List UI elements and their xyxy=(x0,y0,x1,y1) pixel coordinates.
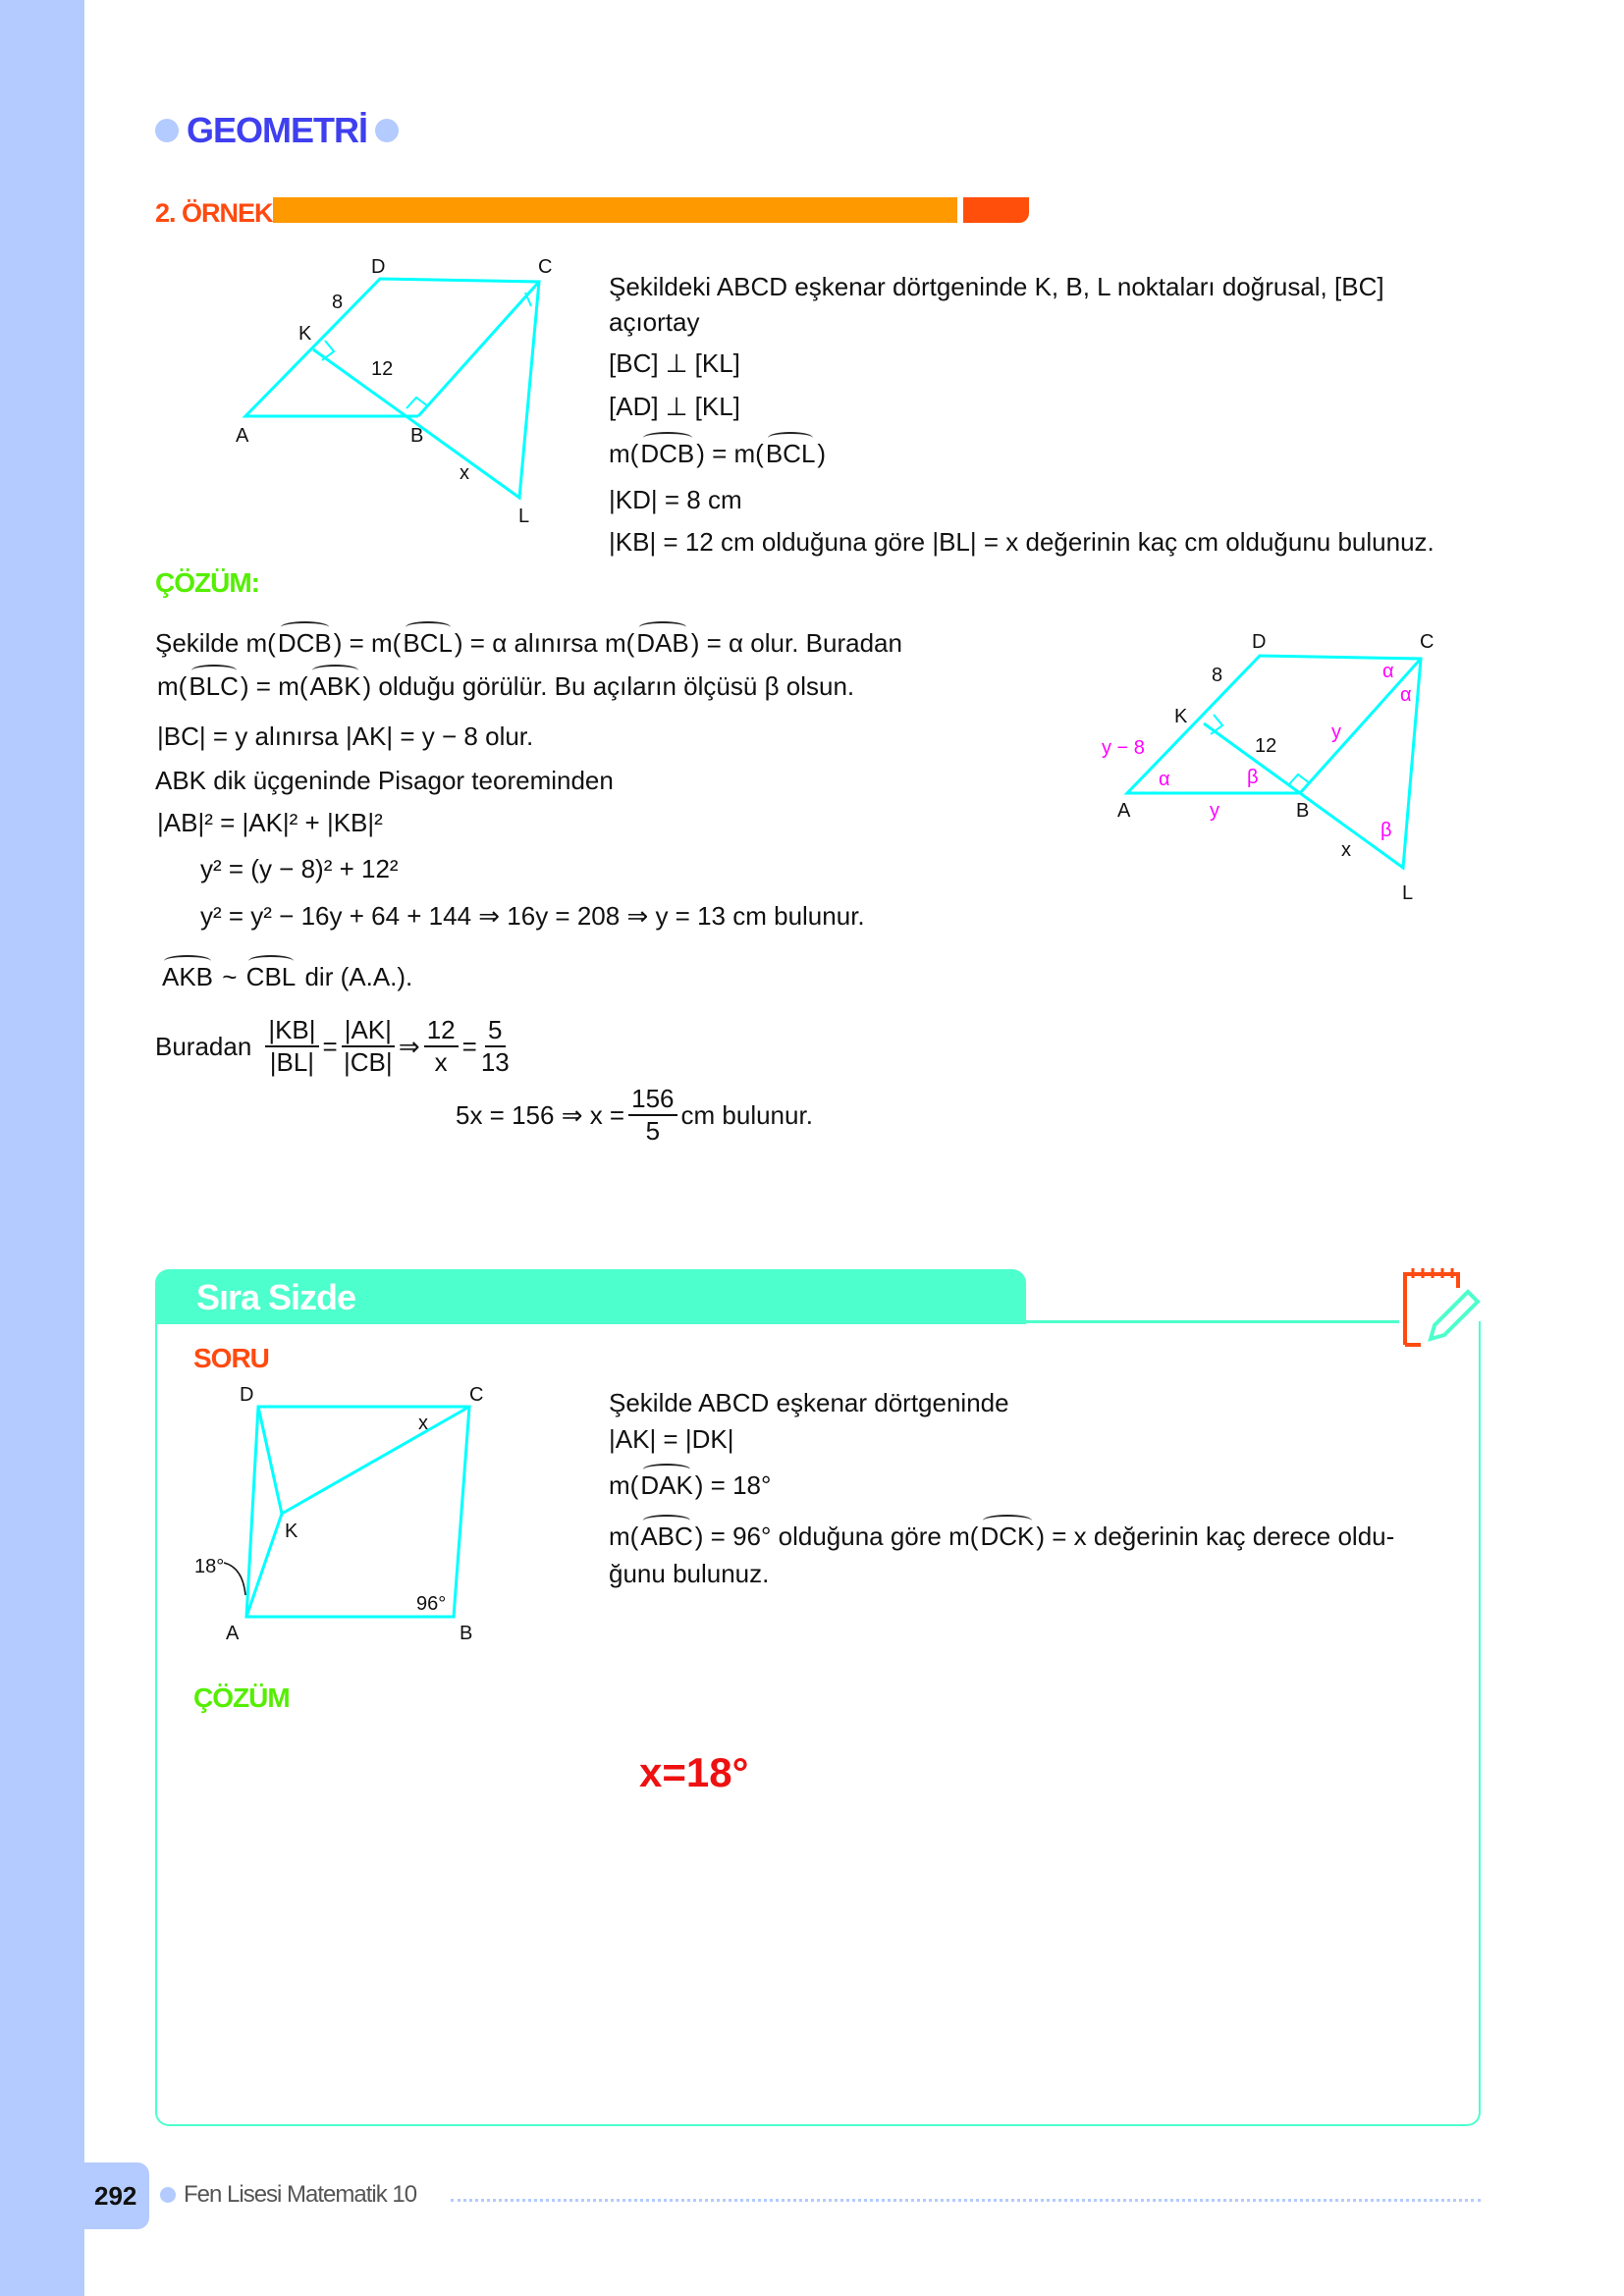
question-line: |AK| = |DK| xyxy=(609,1424,734,1454)
practice-box xyxy=(155,1321,1481,2126)
angle-beta-b: β xyxy=(1247,767,1259,788)
solution-line xyxy=(155,628,902,659)
label-k: K xyxy=(1174,706,1188,727)
text: m( xyxy=(609,1522,639,1551)
solution-line: y² = (y − 8)² + 12² xyxy=(200,854,399,883)
text: ) = m( xyxy=(240,671,308,701)
label-a: A xyxy=(236,425,249,447)
numerator: 12 xyxy=(424,1015,459,1047)
footer-book xyxy=(160,2181,416,2209)
solution-line: |BC| = y alınırsa |AK| = y − 8 olur. xyxy=(157,721,534,751)
numerator: 5 xyxy=(485,1015,505,1047)
fraction xyxy=(265,1015,318,1078)
solution-line xyxy=(160,962,412,992)
text: ) = α alınırsa m( xyxy=(454,628,635,658)
label-c: C xyxy=(1420,631,1435,653)
angle: DCB xyxy=(640,439,695,468)
length-bl: x xyxy=(460,462,469,484)
question-line xyxy=(609,1522,1394,1552)
solution-line xyxy=(157,671,854,702)
text: ) = x değerinin kaç derece oldu- xyxy=(1036,1522,1395,1551)
fraction xyxy=(342,1015,395,1078)
triangle: AKB xyxy=(162,962,214,991)
question-line xyxy=(609,1470,771,1501)
statement-line: |KD| = 8 cm xyxy=(609,485,742,514)
bullet-icon xyxy=(160,2187,176,2203)
length-kb: 12 xyxy=(1255,735,1277,757)
question-label: SORU xyxy=(193,1343,269,1373)
angle: DAB xyxy=(636,628,689,658)
angle-b: 96° xyxy=(416,1593,447,1615)
text: ) = m( xyxy=(696,439,764,468)
numerator: |KB| xyxy=(265,1015,318,1047)
fraction xyxy=(424,1015,459,1078)
label-b: B xyxy=(1296,800,1310,822)
length-kd: 8 xyxy=(332,292,344,313)
angle: BLC xyxy=(189,671,239,701)
fraction xyxy=(481,1015,510,1078)
text: m( xyxy=(609,1470,639,1500)
solution-figure xyxy=(1127,656,1421,868)
numerator: |AK| xyxy=(342,1015,395,1047)
solution-line xyxy=(155,1015,514,1078)
label-d: D xyxy=(240,1384,254,1406)
text: Buradan xyxy=(155,1031,252,1061)
practice-tab: Sıra Sizde xyxy=(155,1269,1026,1324)
text: m( xyxy=(157,671,188,701)
label-a: A xyxy=(1117,800,1131,822)
text: ~ xyxy=(215,962,244,991)
text: ) olduğu görülür. Bu açıların ölçüsü β olsun. xyxy=(362,671,855,701)
angle: DAK xyxy=(640,1470,693,1500)
angle: DCK xyxy=(980,1522,1035,1551)
label-l: L xyxy=(1402,882,1414,904)
text: = xyxy=(322,1031,338,1061)
label-a: A xyxy=(226,1623,240,1644)
notepad-pencil-icon xyxy=(1399,1266,1482,1349)
label-c: C xyxy=(538,256,553,278)
question-line: Şekilde ABCD eşkenar dörtgeninde xyxy=(609,1388,1009,1417)
angle-x: x xyxy=(418,1413,428,1434)
text: m( xyxy=(609,439,639,468)
angle: BCL xyxy=(765,439,816,468)
triangle: CBL xyxy=(245,962,297,991)
numerator: 156 xyxy=(628,1084,677,1116)
solution-heading: ÇÖZÜM xyxy=(193,1682,290,1713)
text: ) = 96° olduğuna göre m( xyxy=(694,1522,979,1551)
label-b: B xyxy=(410,425,424,447)
length-bl: x xyxy=(1341,839,1351,861)
label-k: K xyxy=(285,1521,298,1542)
label-k: K xyxy=(298,323,312,345)
length-ak: y − 8 xyxy=(1102,737,1145,759)
denominator: x xyxy=(434,1047,448,1078)
fraction xyxy=(628,1084,677,1147)
book-title: Fen Lisesi Matematik 10 xyxy=(184,2181,417,2208)
example-figure xyxy=(245,279,539,498)
text: ) xyxy=(817,439,827,468)
denominator: |CB| xyxy=(343,1047,393,1078)
statement-line: açıortay xyxy=(609,307,700,337)
denominator: 13 xyxy=(480,1047,510,1078)
angle-beta-l: β xyxy=(1380,820,1392,841)
angle: ABK xyxy=(309,671,361,701)
label-d: D xyxy=(1252,631,1267,653)
question-line: ğunu bulunuz. xyxy=(609,1559,770,1588)
denominator: |BL| xyxy=(269,1047,315,1078)
length-kd: 8 xyxy=(1212,665,1223,686)
denominator: 5 xyxy=(645,1116,661,1147)
statement-line xyxy=(609,439,826,469)
section-title-text: GEOMETRİ xyxy=(187,110,368,150)
statement-line: [AD] ⊥ [KL] xyxy=(609,392,740,421)
solution-heading: ÇÖZÜM: xyxy=(155,567,259,598)
length-kb: 12 xyxy=(371,358,394,380)
text: = xyxy=(461,1031,477,1061)
example-label: 2. ÖRNEK xyxy=(155,198,273,228)
text: 5x = 156 ⇒ x = xyxy=(456,1099,625,1130)
statement-line: |KB| = 12 cm olduğuna göre |BL| = x değerinin kaç cm olduğunu bulunuz. xyxy=(609,527,1435,557)
text: ) = 18° xyxy=(694,1470,772,1500)
label-d: D xyxy=(371,256,386,278)
text: dir (A.A.). xyxy=(298,962,413,991)
answer-text: x=18° xyxy=(639,1749,749,1795)
solution-line: |AB|² = |AK|² + |KB|² xyxy=(157,808,383,837)
text: ⇒ xyxy=(398,1031,420,1061)
statement-line: [BC] ⊥ [KL] xyxy=(609,348,740,378)
text: ) = α olur. Buradan xyxy=(690,628,902,658)
page-number: 292 xyxy=(94,2181,137,2211)
solution-line: y² = y² − 16y + 64 + 144 ⇒ 16y = 208 ⇒ y = 13 cm bulunur. xyxy=(200,901,865,931)
footer-dotted-line xyxy=(451,2199,1481,2202)
statement-line: Şekildeki ABCD eşkenar dörtgeninde K, B, L noktaları doğrusal, [BC] xyxy=(609,272,1384,301)
solution-line: ABK dik üçgeninde Pisagor teoreminden xyxy=(155,766,614,795)
length-ab: y xyxy=(1210,800,1219,822)
angle: ABC xyxy=(640,1522,693,1551)
angle: BCL xyxy=(403,628,453,658)
solution-line xyxy=(456,1084,813,1147)
label-c: C xyxy=(469,1384,484,1406)
text: Şekilde m( xyxy=(155,628,276,658)
angle: DCB xyxy=(277,628,332,658)
angle-alpha-a: α xyxy=(1159,769,1170,790)
angle-a: 18° xyxy=(194,1556,225,1577)
angle-alpha-c1: α xyxy=(1382,661,1394,682)
text: ) = m( xyxy=(333,628,402,658)
text: cm bulunur. xyxy=(680,1099,813,1130)
length-bc: y xyxy=(1331,721,1341,743)
label-b: B xyxy=(460,1623,473,1644)
label-l: L xyxy=(518,506,530,527)
angle-alpha-c2: α xyxy=(1400,684,1412,706)
